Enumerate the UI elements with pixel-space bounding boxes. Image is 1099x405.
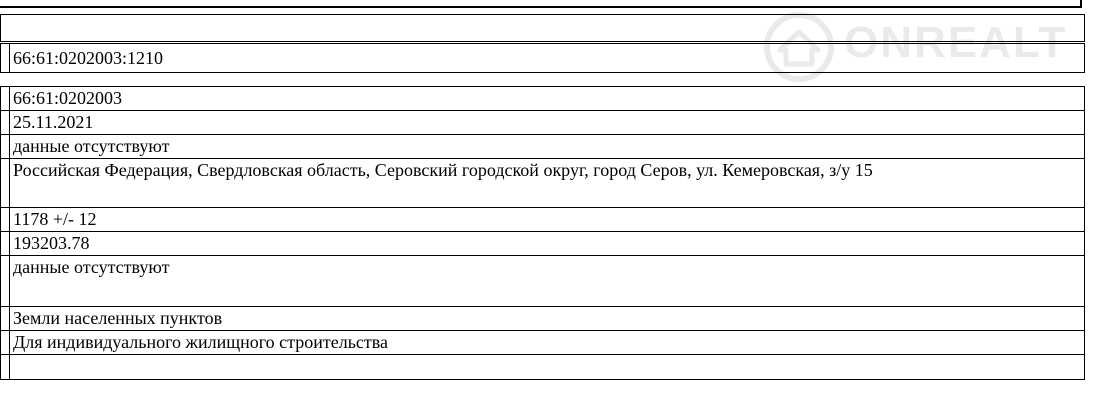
table-row [0, 307, 1085, 331]
cadastral-value: 193203.78 [9, 232, 1084, 255]
table-row [0, 208, 1085, 232]
table-row [0, 232, 1085, 256]
table-row [0, 135, 1085, 159]
empty-row [0, 14, 1085, 42]
table-row [0, 159, 1085, 208]
registration-date: 25.11.2021 [9, 111, 1084, 134]
table-cell-cut [9, 355, 1084, 379]
land-category: Земли населенных пунктов [9, 307, 1084, 330]
watermark-text: ONREALT [844, 18, 1068, 67]
table-row [0, 331, 1085, 355]
area: 1178 +/- 12 [9, 208, 1084, 231]
cadastral-number: 66:61:0202003:1210 [9, 44, 1084, 72]
permitted-use: Для индивидуального жилищного строительства [9, 331, 1084, 354]
table-row [0, 355, 1085, 380]
property-table [0, 86, 1085, 380]
related-objects: данные отсутствуют [9, 256, 1084, 306]
address: Российская Федерация, Свердловская область, Серовский городской округ, город Серов, ул. Кемеровская, з/у 15 [9, 159, 1084, 207]
cadastral-block: 66:61:0202003 [9, 87, 1084, 110]
cadastral-number-row [0, 43, 1085, 73]
previous-number: данные отсутствуют [9, 135, 1084, 158]
header-row-cut [0, 0, 1082, 8]
table-row [0, 111, 1085, 135]
table-row [0, 87, 1085, 111]
table-row [0, 256, 1085, 307]
